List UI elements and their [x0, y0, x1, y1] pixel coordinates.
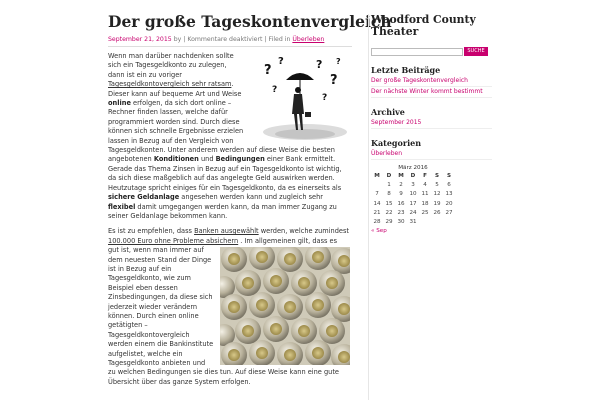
calendar-day: 24: [409, 209, 417, 216]
calendar-day: 18: [421, 200, 429, 207]
post-meta: [108, 35, 352, 44]
sidebar: [368, 14, 492, 400]
calendar-day: [371, 181, 383, 190]
recent-posts-list: [371, 76, 492, 98]
calendar-day: 19: [433, 200, 441, 207]
calendar-day: 25: [421, 209, 429, 216]
post-body: [108, 52, 350, 387]
calendar-day: 6: [447, 182, 451, 188]
calendar-day: 9: [399, 191, 403, 198]
calendar-day: 1: [387, 182, 391, 188]
calendar-day-header: M: [374, 173, 380, 179]
calendar-week: [371, 190, 455, 199]
calendar-day: 17: [409, 200, 417, 207]
calendar-day: 28: [373, 219, 381, 226]
svg-text:?: ?: [264, 63, 272, 78]
calendar-day-header: D: [386, 173, 392, 179]
absicherung-link[interactable]: 100.000 Euro ohne Probleme absichern: [108, 236, 239, 245]
calendar-day: 15: [385, 200, 393, 207]
calendar-caption: März 2016: [398, 165, 428, 171]
calendar-day: 20: [445, 200, 453, 207]
calendar-nav: [371, 228, 455, 234]
calendar-day: 7: [375, 191, 379, 198]
calendar-day: 21: [373, 209, 381, 216]
calendar-day: [431, 218, 443, 227]
calendar-day-header: F: [423, 173, 427, 179]
post-category-link[interactable]: Überleben: [292, 36, 325, 43]
calendar-day: 26: [433, 209, 441, 216]
meta-separator: |: [183, 36, 186, 43]
calendar-day: 2: [399, 182, 403, 188]
search-form: [371, 47, 492, 56]
archive-link[interactable]: September 2015: [371, 119, 422, 126]
svg-text:?: ?: [330, 73, 338, 88]
recent-posts-title: Letzte Beiträge: [371, 65, 441, 75]
list-item: [371, 118, 492, 129]
svg-text:?: ?: [336, 57, 341, 66]
site-title[interactable]: Woodford County Theater: [371, 13, 476, 38]
calendar-prev-link[interactable]: « Sep: [371, 228, 387, 235]
svg-text:?: ?: [278, 56, 284, 67]
calendar-day: 13: [445, 191, 453, 198]
post-comments: Kommentare deaktiviert: [187, 36, 263, 43]
calendar: [371, 164, 455, 234]
list-item: [371, 76, 492, 87]
calendar-day-header: S: [434, 173, 440, 179]
calendar-week: [371, 181, 455, 190]
calendar-day: 10: [409, 191, 417, 198]
calendar-week: [371, 209, 455, 218]
calendar-day: 8: [387, 191, 391, 198]
svg-text:?: ?: [272, 85, 278, 95]
calendar-day: [443, 218, 455, 227]
calendar-week: [371, 218, 455, 227]
post-filed-in: Filed in: [268, 36, 291, 43]
calendar-day: 14: [373, 200, 381, 207]
svg-text:?: ?: [322, 93, 328, 103]
calendar-day-header: S: [446, 173, 452, 179]
archive-list: [371, 118, 492, 129]
calendar-day: 22: [385, 209, 393, 216]
post-by: by: [173, 36, 182, 43]
calendar-day: 12: [433, 191, 441, 198]
calendar-day: 31: [409, 219, 417, 226]
calendar-day: 29: [385, 219, 393, 226]
archive-title: Archive: [371, 107, 405, 117]
recent-post-link[interactable]: Der nächste Winter kommt bestimmt: [371, 88, 483, 95]
calendar-day: 5: [435, 182, 439, 188]
calendar-day: 23: [397, 209, 405, 216]
search-button[interactable]: SUCHE: [464, 47, 488, 56]
euro-coins-image: [220, 247, 350, 365]
calendar-day: 4: [423, 182, 427, 188]
categories-title: Kategorien: [371, 138, 422, 148]
paragraph-1: ? ? ? ? ? ? ? Wenn man darüber nachdenken sollte sich ein Tagesgeldkonto zu zulegen, dann ist ein zu voriger Tagesgeldkontovergleich sehr ratsam. Dieser kann auf bequeme Art und Weise online erfolgen, da sich dort online – Rechner finden lassen, welche dafür programmiert worden sind. Durch diese können sich schnelle Ergebnisse erzielen lassen in Bezug auf den Vergleich von Tagesgeldkonten. Unter anderem werden auf diese Weise die besten angebotenen Konditionen und Bedingungen einer Bank ermittelt. Gerade das Thema Zinsen in Bezug auf ein Tagesgeldkonto ist wichtig, da sich diese maßgeblich auf das angelegte Geld auswirken werden. Heutzutage spricht einiges für ein Tagesgeldkonto, da es einerseits als sichere Geldanlage angesehen werden kann und zugleich sehr flexibel damit umgegangen werden kann, da man immer Zugang zu seiner Geldanlage bekommen kann.: [108, 52, 350, 221]
post-date[interactable]: September 21, 2015: [108, 36, 172, 43]
calendar-day: 30: [397, 219, 405, 226]
calendar-day: [419, 218, 431, 227]
banken-link[interactable]: Banken ausgewählt: [194, 227, 259, 236]
calendar-day-header: D: [410, 173, 416, 179]
calendar-table: [371, 172, 455, 227]
category-link[interactable]: Überleben: [371, 150, 403, 157]
calendar-day: 11: [421, 191, 429, 198]
search-input[interactable]: [371, 48, 463, 56]
divider: [108, 46, 352, 47]
calendar-day: 27: [445, 209, 453, 216]
recent-post-link[interactable]: Der große Tageskontenvergleich: [371, 77, 468, 84]
list-item: [371, 149, 492, 160]
calendar-week: [371, 200, 455, 209]
list-item: [371, 87, 492, 98]
categories-list: [371, 149, 492, 160]
paragraph-2: Es ist zu empfehlen, dass Banken ausgewählt werden, welche zumindest 100.000 Euro ohne Probleme absichern . Im allgemeinen gilt, dass es gut ist, wenn man immer auf dem neuesten Stand der Dinge ist in Bezug auf ein Tagesgeldkonto, wie zum Beispiel eben dessen Zinsbedingungen, da diese sich jederzeit wieder verändern können. Durch einen online getätigten – Tagesgeldkontovergleich werden einem die Bankinstitute aufgelistet, welche ein Tagesgeldkonto anbieten und zu welchen Bedingungen sie dies tun. Auf diese Weise kann eine gute Übersicht über das ganze System erfolgen.: [108, 227, 350, 387]
calendar-day: 3: [411, 182, 415, 188]
post-title[interactable]: Der große Tageskontenvergleich: [108, 12, 392, 31]
meta-separator: |: [264, 36, 267, 43]
umbrella-man-image: [250, 52, 350, 142]
calendar-day-header: M: [398, 173, 404, 179]
svg-text:?: ?: [316, 58, 323, 71]
tagesgeld-vergleich-link[interactable]: Tagesgeldkontovergleich sehr ratsam: [108, 80, 232, 89]
calendar-day: 16: [397, 200, 405, 207]
